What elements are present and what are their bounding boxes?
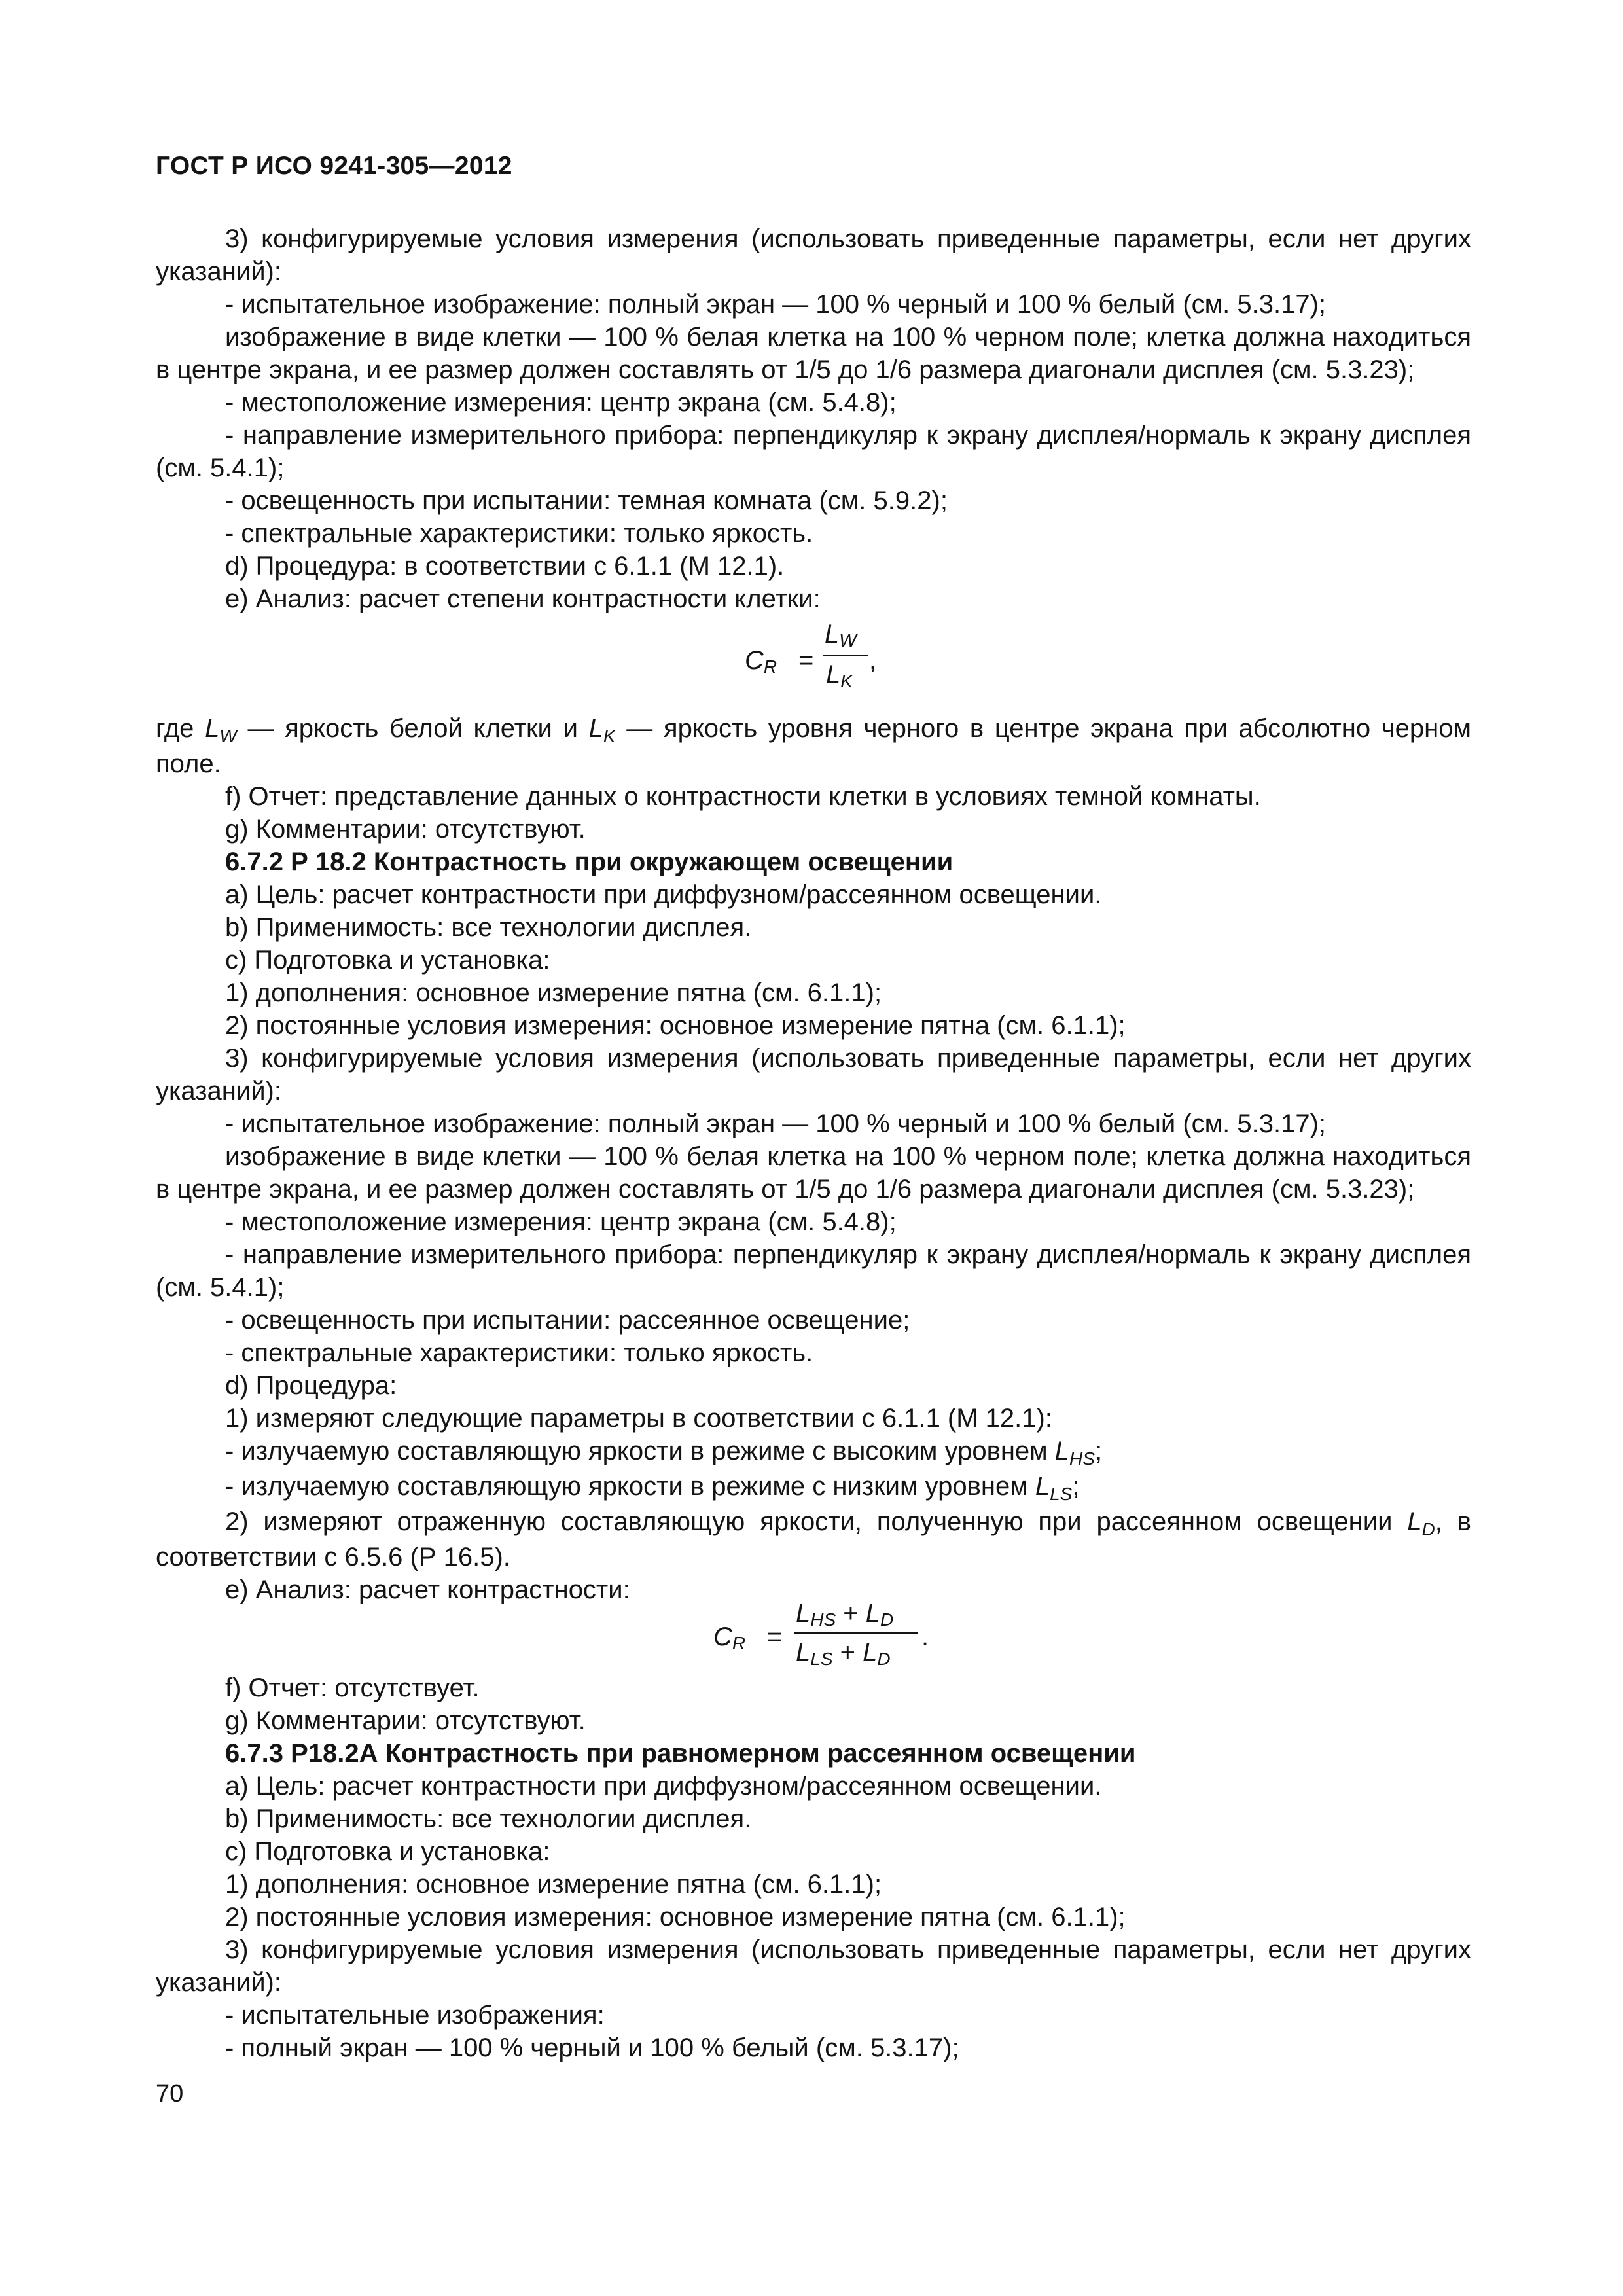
symbol-lk: $L_K$ xyxy=(588,714,616,746)
list-item: g) Комментарии: отсутствуют. xyxy=(225,815,586,844)
list-item: - испытательные изображения: xyxy=(225,2001,605,2030)
formula-equals: = xyxy=(767,1623,783,1651)
list-item: - излучаемую составляющую яркости в режиме с низким уровнем $L_{LS}$; xyxy=(225,1472,1080,1504)
formula-contrast-ratio-checkerboard xyxy=(156,615,1471,712)
list-item: - испытательное изображение: полный экран — 100 % черный и 100 % белый (см. 5.3.17); xyxy=(225,1109,1327,1138)
formula-equals: = xyxy=(798,646,814,675)
formula-period: . xyxy=(921,1623,929,1651)
formula-lhs: $C_R$ xyxy=(745,646,777,677)
formula-denominator: $L_K$ xyxy=(826,660,853,691)
page-header: ГОСТ Р ИСО 9241-305—2012 xyxy=(156,152,512,180)
formula-numerator: $L_W$ xyxy=(825,620,857,651)
list-item: - излучаемую составляющую яркости в режиме с высоким уровнем $L_{HS}$; xyxy=(225,1437,1103,1469)
paragraph: 3) конфигурируемые условия измерения (использовать приведенные параметры, если нет других указаний): xyxy=(156,224,1471,286)
list-item: b) Применимость: все технологии дисплея. xyxy=(225,1804,752,1833)
list-item: f) Отчет: представление данных о контрастности клетки в условиях темной комнаты. xyxy=(225,782,1261,811)
symbol-ld: $L_D$ xyxy=(1407,1507,1435,1539)
formula-denominator: $L_{LS} + L_D$ xyxy=(796,1638,891,1669)
paragraph: изображение в виде клетки — 100 % белая клетка на 100 % черном поле; клетка должна находиться в центре экрана, и ее размер должен составлять от 1/5 до 1/6 размера диагонали дисплея (см. 5.3.23); xyxy=(156,323,1471,384)
list-item: e) Анализ: расчет контрастности: xyxy=(225,1575,630,1604)
paragraph: изображение в виде клетки — 100 % белая клетка на 100 % черном поле; клетка должна находиться в центре экрана, и ее размер должен составлять от 1/5 до 1/6 размера диагонали дисплея (см. 5.3.23); xyxy=(156,1142,1471,1204)
list-item: - направление измерительного прибора: перпендикуляр к экрану дисплея/нормаль к экрану дисплея (см. 5.4.1); xyxy=(156,421,1471,482)
section-heading-6-7-2: 6.7.2 Р 18.2 Контрастность при окружающем освещении xyxy=(225,848,954,876)
formula-contrast-ratio-ambient xyxy=(156,1599,1471,1672)
paragraph-where: где $L_W$ — яркость белой клетки и $L_K$ — яркость уровня черного в центре экрана при абсолютно черном поле. xyxy=(156,714,1471,778)
list-item: 2) постоянные условия измерения: основное измерение пятна (см. 6.1.1); xyxy=(225,1011,1126,1040)
list-item: f) Отчет: отсутствует. xyxy=(225,1674,480,1702)
list-item: 3) конфигурируемые условия измерения (использовать приведенные параметры, если нет других указаний): xyxy=(156,1044,1471,1105)
list-item: 1) дополнения: основное измерение пятна (см. 6.1.1); xyxy=(225,978,882,1007)
fraction-bar xyxy=(823,655,868,656)
list-item: c) Подготовка и установка: xyxy=(225,1837,550,1866)
list-item: a) Цель: расчет контрастности при диффузном/рассеянном освещении. xyxy=(225,880,1102,909)
list-item: d) Процедура: в соответствии с 6.1.1 (М 12.1). xyxy=(225,552,785,581)
symbol-lls: $L_{LS}$ xyxy=(1035,1472,1073,1504)
list-item: - испытательное изображение: полный экран — 100 % черный и 100 % белый (см. 5.3.17); xyxy=(225,290,1327,319)
formula-numerator: $L_{HS} + L_D$ xyxy=(796,1599,894,1630)
list-item: 2) измеряют отраженную составляющую яркости, полученную при рассеянном освещении $L_D$, в соответствии с 6.5.6 (Р 16.5). xyxy=(156,1507,1471,1571)
formula-lhs: $C_R$ xyxy=(713,1623,746,1653)
list-item: - местоположение измерения: центр экрана (см. 5.4.8); xyxy=(225,388,897,417)
list-item: 2) постоянные условия измерения: основное измерение пятна (см. 6.1.1); xyxy=(225,1903,1126,1931)
list-item: - местоположение измерения: центр экрана (см. 5.4.8); xyxy=(225,1208,897,1236)
list-item: g) Комментарии: отсутствуют. xyxy=(225,1706,586,1735)
list-item: - полный экран — 100 % черный и 100 % белый (см. 5.3.17); xyxy=(225,2034,959,2062)
list-item: - освещенность при испытании: рассеянное освещение; xyxy=(225,1306,910,1335)
list-item: e) Анализ: расчет степени контрастности клетки: xyxy=(225,584,821,613)
list-item: 1) измеряют следующие параметры в соответствии с 6.1.1 (М 12.1): xyxy=(225,1404,1052,1433)
list-item: d) Процедура: xyxy=(225,1371,397,1400)
symbol-lhs: $L_{HS}$ xyxy=(1054,1437,1095,1469)
formula-comma: , xyxy=(869,646,877,675)
list-item: c) Подготовка и установка: xyxy=(225,946,550,975)
page-body xyxy=(156,223,1471,2064)
list-item: - направление измерительного прибора: перпендикуляр к экрану дисплея/нормаль к экрану дисплея (см. 5.4.1); xyxy=(156,1240,1471,1302)
symbol-lw: $L_W$ xyxy=(205,714,237,746)
list-item: b) Применимость: все технологии дисплея. xyxy=(225,913,752,942)
page-number: 70 xyxy=(156,2080,184,2108)
list-item: - освещенность при испытании: темная комната (см. 5.9.2); xyxy=(225,486,948,515)
list-item: 1) дополнения: основное измерение пятна (см. 6.1.1); xyxy=(225,1870,882,1899)
section-heading-6-7-3: 6.7.3 Р18.2А Контрастность при равномерном рассеянном освещении xyxy=(225,1739,1136,1768)
list-item: - спектральные характеристики: только яркость. xyxy=(225,1338,813,1367)
list-item: - спектральные характеристики: только яркость. xyxy=(225,519,813,548)
list-item: 3) конфигурируемые условия измерения (использовать приведенные параметры, если нет других указаний): xyxy=(156,1935,1471,1997)
fraction-bar xyxy=(794,1632,918,1634)
list-item: a) Цель: расчет контрастности при диффузном/рассеянном освещении. xyxy=(225,1772,1102,1801)
